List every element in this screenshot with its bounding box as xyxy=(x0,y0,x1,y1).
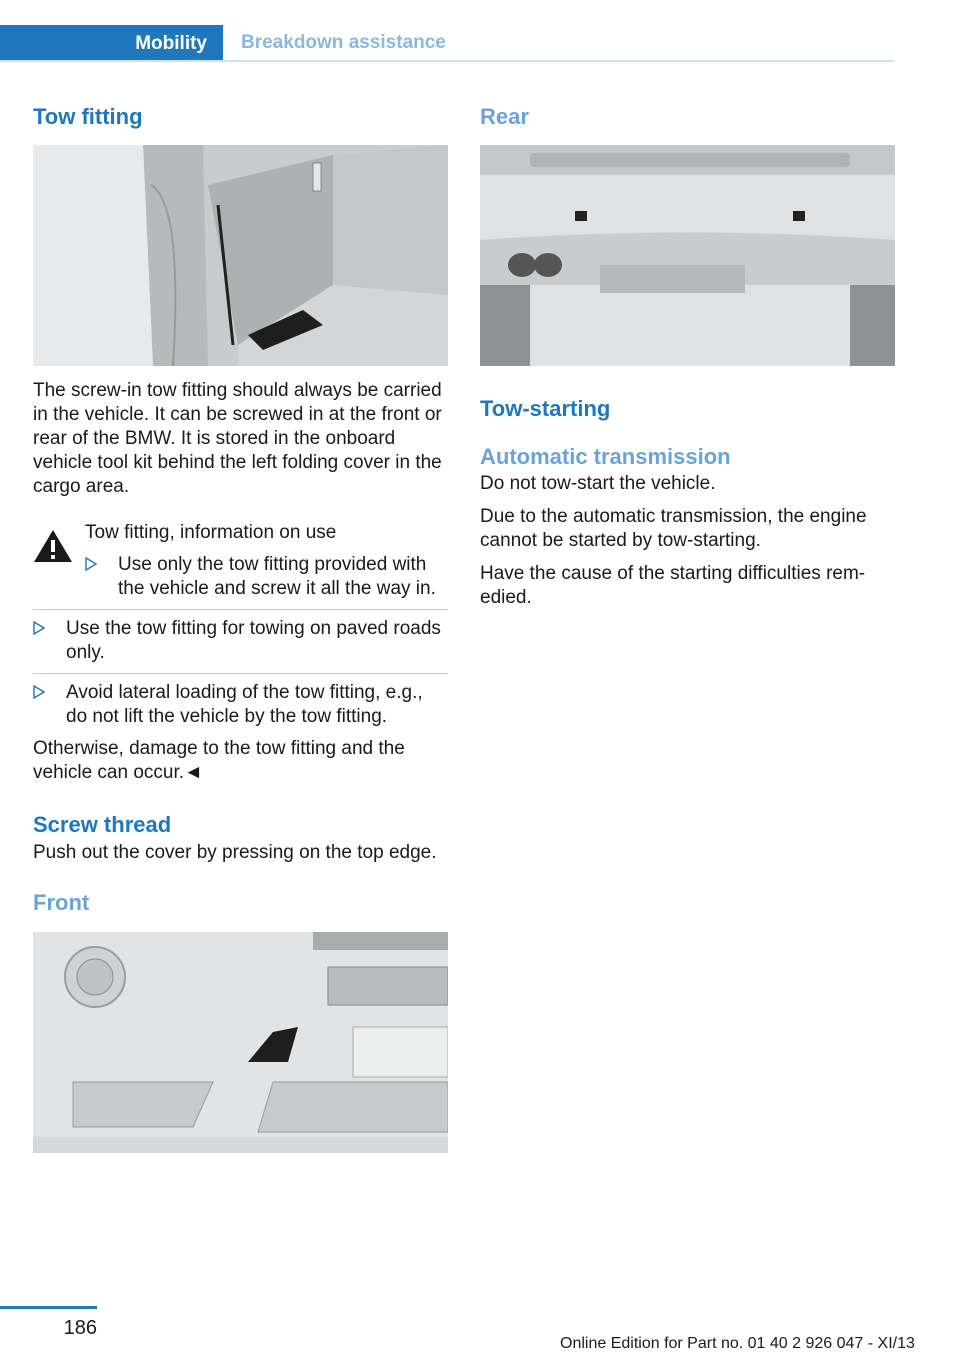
warning-item xyxy=(33,681,448,729)
screw-thread-heading: Screw thread xyxy=(33,812,172,837)
tab-breakdown-assistance[interactable]: Breakdown assistance xyxy=(241,31,446,53)
warning-block xyxy=(33,521,448,601)
automatic-transmission-heading: Automatic transmission xyxy=(480,444,731,469)
header-rule xyxy=(0,60,894,62)
page-number: 186 xyxy=(63,1317,97,1339)
cargo-area-illustration xyxy=(33,145,448,366)
front-bumper-illustration xyxy=(33,932,448,1153)
bullet-arrow-icon xyxy=(33,621,45,635)
warning-item xyxy=(33,617,448,665)
warning-triangle-icon xyxy=(33,529,73,563)
front-heading: Front xyxy=(33,890,90,915)
tow-starting-heading: Tow-starting xyxy=(480,396,611,421)
warning-item-text: Use only the tow fitting provided with the vehicle and screw it all the way in. xyxy=(118,554,436,599)
tow-start-paragraph-1: Do not tow-start the vehicle. xyxy=(480,473,716,494)
edition-footer: Online Edition for Part no. 01 40 2 926 047 - XI/13 xyxy=(560,1335,915,1352)
divider xyxy=(33,609,448,610)
warning-item-text: Use the tow fitting for towing on paved roads only. xyxy=(66,618,441,663)
tab-mobility[interactable]: Mobility xyxy=(0,25,223,62)
warning-item xyxy=(85,553,448,601)
right-column xyxy=(480,100,895,610)
rear-heading: Rear xyxy=(480,104,529,129)
bullet-arrow-icon xyxy=(85,557,97,571)
warning-title: Tow fitting, information on use xyxy=(85,522,337,543)
tow-fitting-heading: Tow fitting xyxy=(33,104,143,129)
divider xyxy=(33,673,448,674)
page-header xyxy=(0,25,960,62)
footer-rule xyxy=(0,1306,97,1309)
intro-paragraph: The screw-in tow fitting should always be carried in the vehicle. It can be screwed in at the front or rear of the BMW. It is stored in the onboard vehicle tool kit behind the left folding cover in the cargo area. xyxy=(33,380,442,497)
warning-item-text: Avoid lateral loading of the tow fitting, e.g., do not lift the vehicle by the tow fitting. xyxy=(66,682,423,727)
otherwise-paragraph: Otherwise, damage to the tow fitting and the vehicle can occur.◄ xyxy=(33,738,405,783)
tow-start-paragraph-3: Have the cause of the starting difficulties remedied. xyxy=(480,563,866,608)
tow-start-paragraph-2: Due to the automatic transmission, the engine cannot be started by tow-starting. xyxy=(480,506,867,551)
rear-bumper-illustration xyxy=(480,145,895,366)
bullet-arrow-icon xyxy=(33,685,45,699)
screw-thread-paragraph: Push out the cover by pressing on the top edge. xyxy=(33,842,437,863)
left-column xyxy=(33,100,448,1153)
